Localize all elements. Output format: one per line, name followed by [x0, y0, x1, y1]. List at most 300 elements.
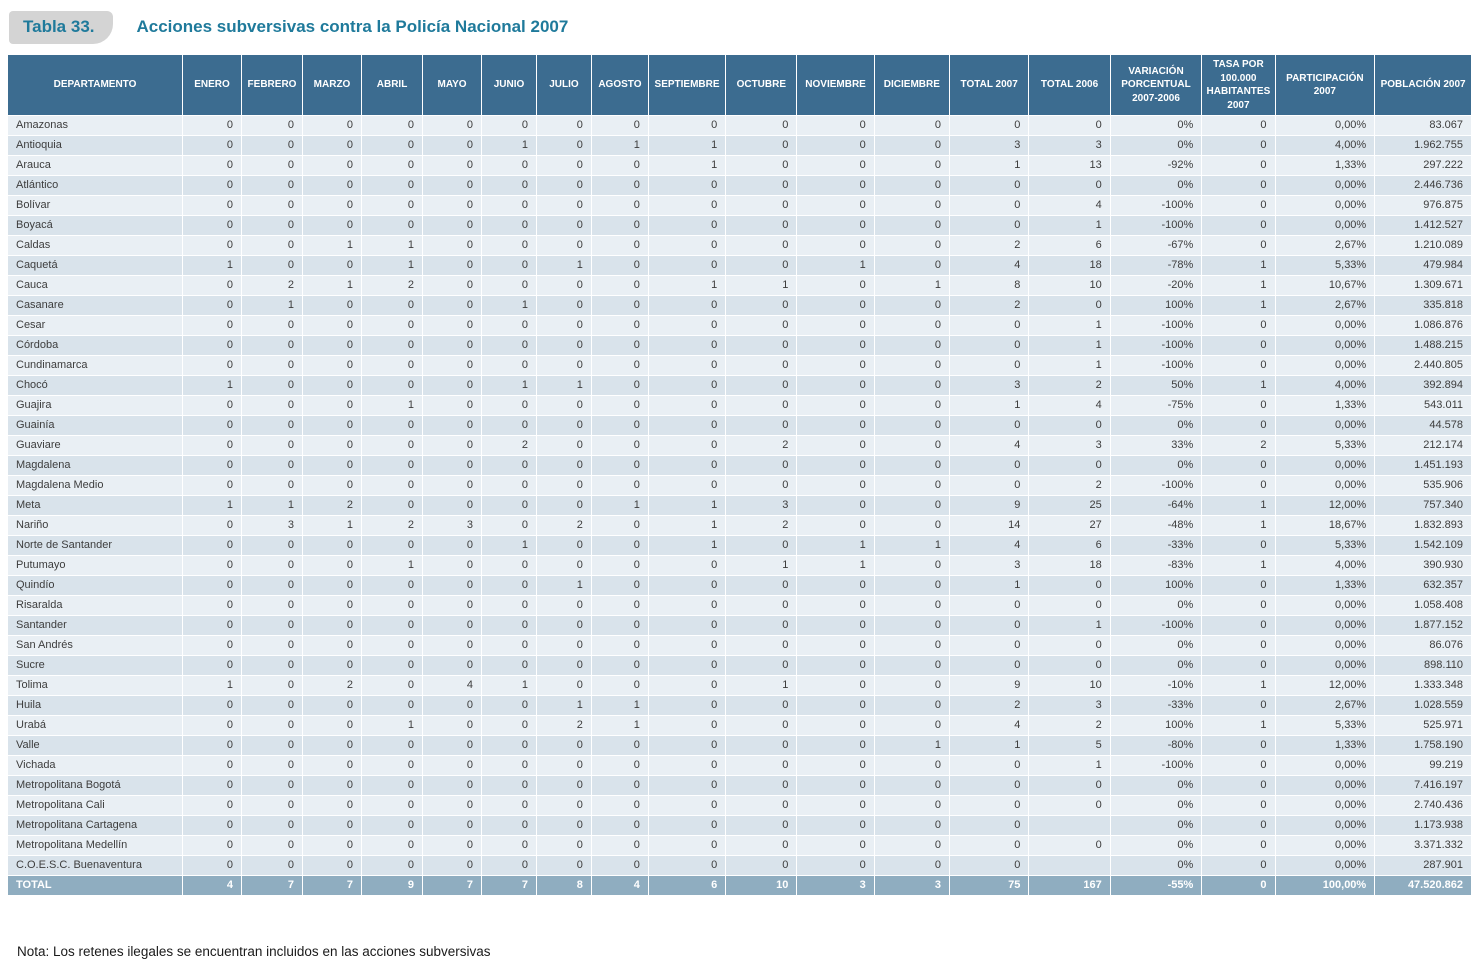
value-cell: 0	[536, 436, 591, 456]
department-cell: Metropolitana Cali	[8, 796, 183, 816]
value-cell: 0	[726, 376, 797, 396]
table-row	[8, 856, 1472, 876]
value-cell: 0	[303, 216, 362, 236]
value-cell: 0	[536, 276, 591, 296]
value-cell: 0	[797, 516, 874, 536]
value-cell: 0,00%	[1275, 356, 1375, 376]
value-cell: 0	[362, 636, 423, 656]
table-row	[8, 436, 1472, 456]
value-cell: 0	[536, 216, 591, 236]
value-cell: 0	[362, 836, 423, 856]
value-cell: 3	[1029, 696, 1110, 716]
value-cell: 0	[591, 156, 648, 176]
value-cell: 4,00%	[1275, 556, 1375, 576]
value-cell: 0	[797, 236, 874, 256]
value-cell: 0	[303, 616, 362, 636]
value-cell: 0	[797, 836, 874, 856]
value-cell: 0	[423, 836, 482, 856]
value-cell: 0	[482, 396, 537, 416]
value-cell: 1	[1029, 336, 1110, 356]
value-cell: -48%	[1110, 516, 1202, 536]
value-cell: 2	[726, 516, 797, 536]
department-cell: Metropolitana Bogotá	[8, 776, 183, 796]
value-cell: 0	[303, 296, 362, 316]
value-cell: 0	[241, 756, 302, 776]
value-cell: 1	[1029, 616, 1110, 636]
value-cell: 2.446.736	[1375, 176, 1472, 196]
value-cell: 0	[241, 436, 302, 456]
value-cell: 0	[182, 436, 241, 456]
value-cell: 0	[591, 456, 648, 476]
value-cell: 0	[423, 176, 482, 196]
column-header-variaci-n-porcentual-2007-2006: VARIACIÓN PORCENTUAL 2007-2006	[1110, 55, 1202, 116]
value-cell: 0	[182, 136, 241, 156]
value-cell: 0	[423, 696, 482, 716]
value-cell: 0	[423, 756, 482, 776]
value-cell: 1.542.109	[1375, 536, 1472, 556]
value-cell: 0	[303, 536, 362, 556]
value-cell: 0	[1029, 116, 1110, 136]
value-cell: 0	[591, 116, 648, 136]
table-row	[8, 696, 1472, 716]
value-cell: -100%	[1110, 616, 1202, 636]
value-cell: 100%	[1110, 576, 1202, 596]
value-cell: 0	[482, 636, 537, 656]
value-cell: 2	[1029, 476, 1110, 496]
department-cell: Magdalena Medio	[8, 476, 183, 496]
department-cell: Risaralda	[8, 596, 183, 616]
value-cell: 0	[241, 136, 302, 156]
value-cell: 27	[1029, 516, 1110, 536]
value-cell: 0	[950, 836, 1029, 856]
value-cell: 0	[591, 576, 648, 596]
value-cell: 0	[874, 716, 949, 736]
value-cell: 0	[591, 856, 648, 876]
table-row	[8, 156, 1472, 176]
value-cell: 0	[1202, 776, 1275, 796]
value-cell: 0	[797, 216, 874, 236]
department-cell: Casanare	[8, 296, 183, 316]
value-cell: 2	[536, 516, 591, 536]
value-cell: 100%	[1110, 716, 1202, 736]
table-row	[8, 736, 1472, 756]
value-cell: 0	[591, 776, 648, 796]
value-cell: 390.930	[1375, 556, 1472, 576]
value-cell: 0	[182, 116, 241, 136]
value-cell: 0	[182, 656, 241, 676]
value-cell: 0	[726, 816, 797, 836]
value-cell: 0,00%	[1275, 456, 1375, 476]
value-cell: 0	[591, 816, 648, 836]
value-cell: 0	[1202, 416, 1275, 436]
value-cell: 0	[797, 676, 874, 696]
value-cell: 0	[591, 736, 648, 756]
table-row	[8, 276, 1472, 296]
value-cell: 0	[648, 236, 725, 256]
value-cell: 0	[648, 556, 725, 576]
value-cell: 0%	[1110, 176, 1202, 196]
value-cell: 0	[1029, 596, 1110, 616]
value-cell: 0	[362, 536, 423, 556]
value-cell: 5,33%	[1275, 436, 1375, 456]
value-cell: 0	[874, 656, 949, 676]
value-cell: 0	[423, 156, 482, 176]
value-cell: 99.219	[1375, 756, 1472, 776]
value-cell: -100%	[1110, 356, 1202, 376]
table-title-bar	[9, 10, 1472, 44]
value-cell: 0	[182, 636, 241, 656]
value-cell: 0	[241, 216, 302, 236]
value-cell: 0	[482, 316, 537, 336]
value-cell: 4	[950, 716, 1029, 736]
value-cell: 0	[303, 156, 362, 176]
value-cell: 167	[1029, 876, 1110, 896]
value-cell: 0	[591, 296, 648, 316]
value-cell: 0	[797, 316, 874, 336]
value-cell: 0	[648, 616, 725, 636]
value-cell: 0	[726, 356, 797, 376]
value-cell: 0	[303, 256, 362, 276]
value-cell: 0	[874, 796, 949, 816]
value-cell: 12,00%	[1275, 676, 1375, 696]
value-cell: 0	[591, 796, 648, 816]
value-cell: 0	[591, 756, 648, 776]
value-cell: 0	[1202, 636, 1275, 656]
value-cell: -100%	[1110, 316, 1202, 336]
value-cell: 0,00%	[1275, 796, 1375, 816]
value-cell: 0	[950, 356, 1029, 376]
value-cell: 0	[797, 276, 874, 296]
value-cell: 0	[874, 316, 949, 336]
value-cell: 1	[591, 136, 648, 156]
value-cell: -20%	[1110, 276, 1202, 296]
department-cell: Cesar	[8, 316, 183, 336]
value-cell: 0	[648, 176, 725, 196]
value-cell: 0	[1202, 836, 1275, 856]
value-cell: 0	[1029, 796, 1110, 816]
value-cell: 0	[797, 756, 874, 776]
value-cell: 5,33%	[1275, 716, 1375, 736]
value-cell: 0	[1202, 536, 1275, 556]
value-cell: 0,00%	[1275, 856, 1375, 876]
value-cell: 0	[241, 176, 302, 196]
value-cell: 0,00%	[1275, 336, 1375, 356]
value-cell: 0	[726, 336, 797, 356]
value-cell: 0	[182, 476, 241, 496]
value-cell: 0	[241, 196, 302, 216]
value-cell: 0	[726, 716, 797, 736]
value-cell: 2	[482, 436, 537, 456]
value-cell: 0	[241, 596, 302, 616]
value-cell: 0	[536, 396, 591, 416]
value-cell: 0,00%	[1275, 836, 1375, 856]
column-header-departamento: DEPARTAMENTO	[8, 55, 183, 116]
department-cell: Vichada	[8, 756, 183, 776]
value-cell: 9	[950, 676, 1029, 696]
value-cell: 13	[1029, 156, 1110, 176]
value-cell: 0	[241, 696, 302, 716]
value-cell: 2.440.805	[1375, 356, 1472, 376]
value-cell: 479.984	[1375, 256, 1472, 276]
value-cell: 0	[241, 856, 302, 876]
value-cell: 1	[536, 376, 591, 396]
department-cell: Caquetá	[8, 256, 183, 276]
value-cell: 0	[726, 196, 797, 216]
value-cell: 0	[648, 336, 725, 356]
value-cell: 1,33%	[1275, 576, 1375, 596]
value-cell: 0	[1202, 696, 1275, 716]
value-cell: 2,67%	[1275, 696, 1375, 716]
value-cell: -33%	[1110, 536, 1202, 556]
value-cell: 0	[241, 336, 302, 356]
value-cell: 0	[797, 716, 874, 736]
value-cell: 0	[726, 536, 797, 556]
value-cell: 2	[1029, 376, 1110, 396]
table-row	[8, 356, 1472, 376]
value-cell: 0	[874, 456, 949, 476]
value-cell: 212.174	[1375, 436, 1472, 456]
table-row	[8, 536, 1472, 556]
table-row	[8, 776, 1472, 796]
value-cell: 0	[797, 436, 874, 456]
value-cell: 0%	[1110, 416, 1202, 436]
table-row	[8, 476, 1472, 496]
value-cell: 0	[182, 176, 241, 196]
table-row	[8, 376, 1472, 396]
value-cell: 2	[303, 676, 362, 696]
value-cell: 0	[182, 156, 241, 176]
value-cell: 1.086.876	[1375, 316, 1472, 336]
value-cell: 0	[241, 836, 302, 856]
value-cell: 0	[797, 156, 874, 176]
value-cell: 1	[241, 496, 302, 516]
value-cell: 0	[874, 576, 949, 596]
value-cell: 1	[536, 256, 591, 276]
value-cell: 0	[536, 456, 591, 476]
value-cell: 0	[950, 416, 1029, 436]
value-cell: 10	[1029, 676, 1110, 696]
department-cell: Huila	[8, 696, 183, 716]
value-cell: 14	[950, 516, 1029, 536]
value-cell: 0	[950, 116, 1029, 136]
value-cell: 6	[648, 876, 725, 896]
value-cell: 0	[182, 596, 241, 616]
value-cell: 0	[591, 676, 648, 696]
department-cell: Putumayo	[8, 556, 183, 576]
value-cell: 0	[362, 416, 423, 436]
value-cell: 0,00%	[1275, 776, 1375, 796]
value-cell: 0	[423, 476, 482, 496]
value-cell: 0	[874, 416, 949, 436]
department-cell: Atlántico	[8, 176, 183, 196]
column-header-tasa-por-100-000-habitantes-2007: TASA POR 100.000 HABITANTES 2007	[1202, 55, 1275, 116]
value-cell: 0	[950, 616, 1029, 636]
value-cell: -67%	[1110, 236, 1202, 256]
department-cell: Valle	[8, 736, 183, 756]
value-cell: 0	[1202, 656, 1275, 676]
value-cell: 1	[950, 576, 1029, 596]
value-cell: 0,00%	[1275, 176, 1375, 196]
value-cell: 0	[182, 736, 241, 756]
value-cell: 0	[797, 456, 874, 476]
value-cell: 0	[303, 636, 362, 656]
value-cell: 757.340	[1375, 496, 1472, 516]
value-cell: 3	[950, 136, 1029, 156]
value-cell: 1	[303, 276, 362, 296]
value-cell: 0	[1202, 176, 1275, 196]
value-cell: 0	[362, 696, 423, 716]
value-cell: 1.210.089	[1375, 236, 1472, 256]
value-cell: 0	[241, 256, 302, 276]
value-cell: 0	[648, 636, 725, 656]
column-header-junio: JUNIO	[482, 55, 537, 116]
table-row	[8, 596, 1472, 616]
value-cell: 0	[482, 776, 537, 796]
department-cell: Córdoba	[8, 336, 183, 356]
value-cell: 0	[797, 416, 874, 436]
value-cell: 0	[1202, 236, 1275, 256]
value-cell: 1,33%	[1275, 156, 1375, 176]
value-cell: 0	[362, 496, 423, 516]
value-cell: 1	[874, 736, 949, 756]
value-cell: 0	[1202, 616, 1275, 636]
value-cell: 0	[303, 416, 362, 436]
value-cell: 33%	[1110, 436, 1202, 456]
value-cell: 1	[950, 396, 1029, 416]
value-cell: 4	[950, 256, 1029, 276]
value-cell: 0%	[1110, 116, 1202, 136]
value-cell: 0	[726, 856, 797, 876]
value-cell: 3	[726, 496, 797, 516]
value-cell: 0	[950, 636, 1029, 656]
value-cell: 0	[874, 676, 949, 696]
value-cell: -100%	[1110, 476, 1202, 496]
department-cell: Tolima	[8, 676, 183, 696]
value-cell: 0	[797, 196, 874, 216]
value-cell: 0	[726, 176, 797, 196]
department-cell: Nariño	[8, 516, 183, 536]
value-cell: 1	[182, 676, 241, 696]
column-header-febrero: FEBRERO	[241, 55, 302, 116]
column-header-agosto: AGOSTO	[591, 55, 648, 116]
value-cell: 0	[648, 216, 725, 236]
value-cell: 0	[536, 296, 591, 316]
value-cell: 0	[591, 836, 648, 856]
value-cell: 9	[950, 496, 1029, 516]
value-cell: 0	[797, 636, 874, 656]
value-cell: 1	[1202, 376, 1275, 396]
value-cell: 1	[362, 556, 423, 576]
value-cell: 0	[482, 256, 537, 276]
value-cell: 0	[648, 716, 725, 736]
value-cell: 0	[303, 476, 362, 496]
value-cell: 0	[362, 376, 423, 396]
value-cell: 0	[536, 496, 591, 516]
value-cell: 2	[536, 716, 591, 736]
value-cell: 0	[874, 496, 949, 516]
value-cell: 0	[482, 216, 537, 236]
value-cell: 0	[1029, 636, 1110, 656]
value-cell: 0	[182, 796, 241, 816]
value-cell: 0	[182, 616, 241, 636]
value-cell: 0	[536, 236, 591, 256]
value-cell: 4,00%	[1275, 136, 1375, 156]
value-cell: 0	[591, 356, 648, 376]
table-header	[8, 55, 1472, 116]
value-cell: 0	[182, 236, 241, 256]
value-cell: 4	[423, 676, 482, 696]
value-cell: 0	[241, 736, 302, 756]
value-cell: 0	[797, 796, 874, 816]
value-cell: 0	[482, 236, 537, 256]
value-cell: 44.578	[1375, 416, 1472, 436]
value-cell: 0	[797, 496, 874, 516]
total-row	[8, 876, 1472, 896]
value-cell: 0	[726, 416, 797, 436]
value-cell: 0	[797, 176, 874, 196]
value-cell: 0	[303, 556, 362, 576]
value-cell: 2	[362, 516, 423, 536]
value-cell: 0	[1202, 796, 1275, 816]
value-cell: 0	[536, 556, 591, 576]
value-cell: 0	[726, 156, 797, 176]
value-cell: 0	[874, 376, 949, 396]
value-cell: 0	[1202, 216, 1275, 236]
value-cell: 0	[1202, 316, 1275, 336]
value-cell: 0	[950, 656, 1029, 676]
value-cell: 10,67%	[1275, 276, 1375, 296]
value-cell: 0	[182, 336, 241, 356]
value-cell: 0	[423, 496, 482, 516]
value-cell: 0	[536, 536, 591, 556]
value-cell: 0%	[1110, 456, 1202, 476]
value-cell: 0	[874, 856, 949, 876]
value-cell: 5,33%	[1275, 256, 1375, 276]
value-cell: 2,67%	[1275, 296, 1375, 316]
value-cell: 5,33%	[1275, 536, 1375, 556]
value-cell: 0	[303, 596, 362, 616]
value-cell: 0	[182, 536, 241, 556]
value-cell: 0	[797, 376, 874, 396]
value-cell: 898.110	[1375, 656, 1472, 676]
value-cell: 0	[362, 856, 423, 876]
value-cell: 0	[1202, 856, 1275, 876]
value-cell: 0	[303, 456, 362, 476]
value-cell: 0	[182, 316, 241, 336]
value-cell: 0	[874, 776, 949, 796]
value-cell: 0	[1202, 136, 1275, 156]
value-cell: 0,00%	[1275, 596, 1375, 616]
value-cell: 1.173.938	[1375, 816, 1472, 836]
value-cell: 0	[874, 756, 949, 776]
department-cell: Guajira	[8, 396, 183, 416]
value-cell: 0	[648, 676, 725, 696]
value-cell: 1	[950, 736, 1029, 756]
value-cell: 1	[362, 256, 423, 276]
value-cell: 0	[423, 816, 482, 836]
table-row	[8, 556, 1472, 576]
value-cell: -55%	[1110, 876, 1202, 896]
value-cell: 2	[303, 496, 362, 516]
value-cell: 0	[591, 316, 648, 336]
value-cell: 0	[303, 576, 362, 596]
value-cell: 75	[950, 876, 1029, 896]
value-cell: 0	[536, 116, 591, 136]
value-cell: 0	[362, 136, 423, 156]
value-cell: 0	[950, 816, 1029, 836]
department-cell: Guainía	[8, 416, 183, 436]
value-cell: 0	[303, 776, 362, 796]
